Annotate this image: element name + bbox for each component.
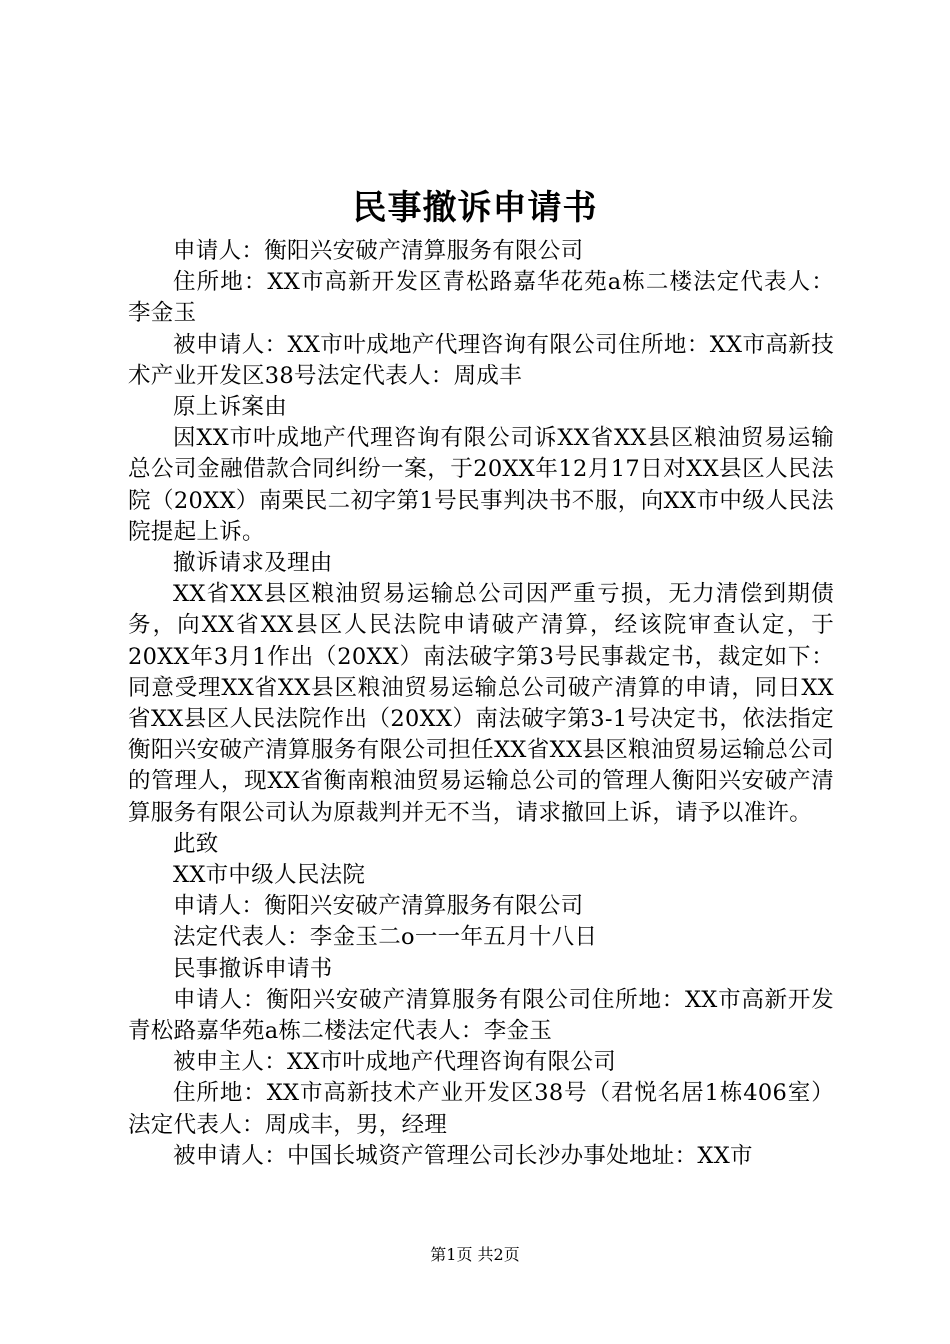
paragraph-salutation: 此致 — [173, 830, 219, 857]
paragraph-second-respondent-address: 住所地：XX市高新技术产业开发区38号（君悦名居1栋406室）法定代表人：周成丰，男，经理 — [128, 1080, 834, 1138]
document-body — [128, 236, 834, 1172]
paragraph-third-respondent: 被申请人：中国长城资产管理公司长沙办事处地址：XX市 — [173, 1142, 753, 1169]
paragraph-second-applicant: 申请人：衡阳兴安破产清算服务有限公司住所地：XX市高新开发青松路嘉华苑a栋二楼法定代表人：李金玉 — [128, 986, 834, 1045]
paragraph-original-cause-heading: 原上诉案由 — [173, 394, 288, 421]
paragraph-court: XX市中级人民法院 — [173, 862, 366, 889]
paragraph-signature-applicant: 申请人：衡阳兴安破产清算服务有限公司 — [173, 893, 584, 920]
paragraph-second-title: 民事撤诉申请书 — [173, 955, 333, 982]
paragraph-signature-date: 法定代表人：李金玉二o一一年五月十八日 — [173, 924, 598, 951]
paragraph-request-reason: XX省XX县区粮油贸易运输总公司因严重亏损，无力清偿到期债务，向XX省XX县区人民法院申请破产清算，经该院审查认定，于20XX年3月1作出（20XX）南法破字第3号民事裁定书，裁定如下：同意受理XX省XX县区粮油贸易运输总公司破产清算的申请，同日XX省XX县区人民法院作出（20XX）南法破字第3-1号决定书，依法指定衡阳兴安破产清算服务有限公司担任XX省XX县区粮油贸易运输总公司的管理人，现XX省衡南粮油贸易运输总公司的管理人衡阳兴安破产清算服务有限公司认为原裁判并无不当，请求撤回上诉，请予以准许。 — [128, 581, 834, 826]
page-number-footer: 第1页 共2页 — [430, 1245, 520, 1264]
document-title: 民事撤诉申请书 — [352, 188, 598, 228]
paragraph-second-respondent: 被申主人：XX市叶成地产代理咨询有限公司 — [173, 1049, 617, 1076]
paragraph-applicant-address: 住所地：XX市高新开发区青松路嘉华花苑a栋二楼法定代表人：李金玉 — [128, 269, 834, 327]
paragraph-original-cause: 因XX市叶成地产代理咨询有限公司诉XX省XX县区粮油贸易运输总公司金融借款合同纠纷一案，于20XX年12月17日对XX县区人民法院（20XX）南栗民二初字第1号民事判决书不服，向XX市中级人民法院提起上诉。 — [128, 425, 834, 545]
paragraph-respondent: 被申请人：XX市叶成地产代理咨询有限公司住所地：XX市高新技术产业开发区38号法定代表人：周成丰 — [128, 331, 834, 389]
paragraph-request-heading: 撤诉请求及理由 — [173, 550, 333, 577]
paragraph-applicant: 申请人：衡阳兴安破产清算服务有限公司 — [173, 238, 584, 264]
